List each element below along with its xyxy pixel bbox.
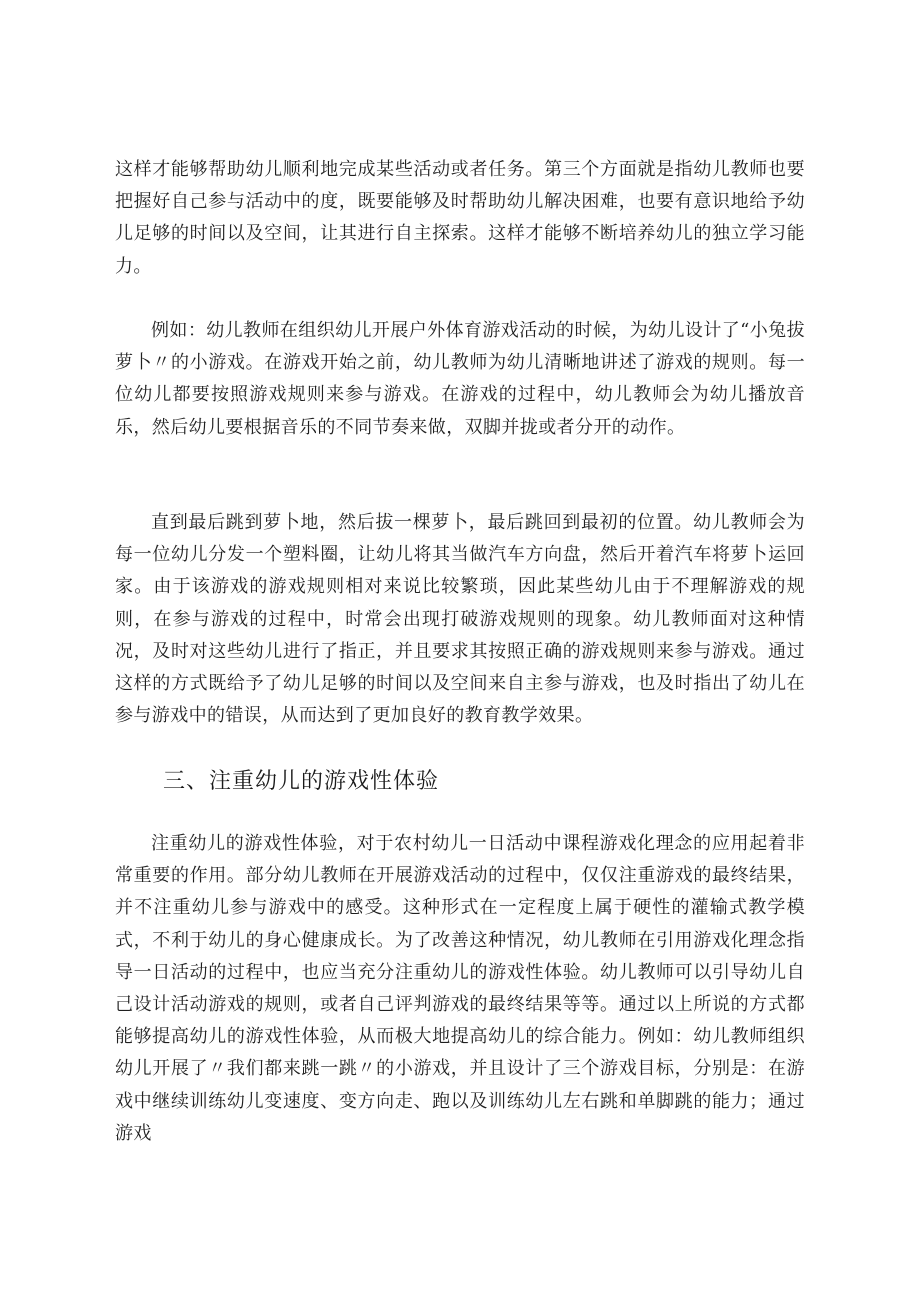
paragraph-game-process: 直到最后跳到萝卜地，然后拔一棵萝卜，最后跳回到最初的位置。幼儿教师会为每一位幼儿分发一个塑料圈，让幼儿将其当做汽车方向盘，然后开着汽车将萝卜运回家。由于该游戏的游戏规则相对来说比较繁琐，因此某些幼儿由于不理解游戏的规则，在参与游戏的过程中，时常会出现打破游戏规则的现象。幼儿教师面对这种情况，及时对这些幼儿进行了指正，并且要求其按照正确的游戏规则来参与游戏。通过这样的方式既给予了幼儿足够的时间以及空间来自主参与游戏，也及时指出了幼儿在参与游戏中的错误，从而达到了更加良好的教育教学效果。 — [115, 512, 805, 727]
paragraph-section-body: 注重幼儿的游戏性体验，对于农村幼儿一日活动中课程游戏化理念的应用起着非常重要的作用。部分幼儿教师在开展游戏活动的过程中，仅仅注重游戏的最终结果，并不注重幼儿参与游戏中的感受。这种形式在一定程度上属于硬性的灌输式教学模式，不利于幼儿的身心健康成长。为了改善这种情况，幼儿教师在引用游戏化理念指导一日活动的过程中，也应当充分注重幼儿的游戏性体验。幼儿教师可以引导幼儿自己设计活动游戏的规则，或者自己评判游戏的最终结果等等。通过以上所说的方式都能够提高幼儿的游戏性体验，从而极大地提高幼儿的综合能力。例如：幼儿教师组织幼儿开展了〃我们都来跳一跳〃的小游戏，并且设计了三个游戏目标，分别是：在游戏中继续训练幼儿变速度、变方向走、跑以及训练幼儿左右跳和单脚跳的能力；通过游戏 — [115, 833, 805, 1144]
section-heading: 三、注重幼儿的游戏性体验 — [163, 769, 440, 794]
paragraph-continuation: 这样才能够帮助幼儿顺利地完成某些活动或者任务。第三个方面就是指幼儿教师也要把握好自己参与活动中的度，既要能够及时帮助幼儿解决困难，也要有意识地给予幼儿足够的时间以及空间，让其进行自主探索。这样才能够不断培养幼儿的独立学习能力。 — [115, 159, 805, 277]
paragraph-example-game: 例如：幼儿教师在组织幼儿开展户外体育游戏活动的时候，为幼儿设计了“小兔拔萝卜〃的小游戏。在游戏开始之前，幼儿教师为幼儿清晰地讲述了游戏的规则。每一位幼儿都要按照游戏规则来参与游戏。在游戏的过程中，幼儿教师会为幼儿播放音乐，然后幼儿要根据音乐的不同节奏来做，双脚并拢或者分开的动作。 — [115, 320, 805, 438]
